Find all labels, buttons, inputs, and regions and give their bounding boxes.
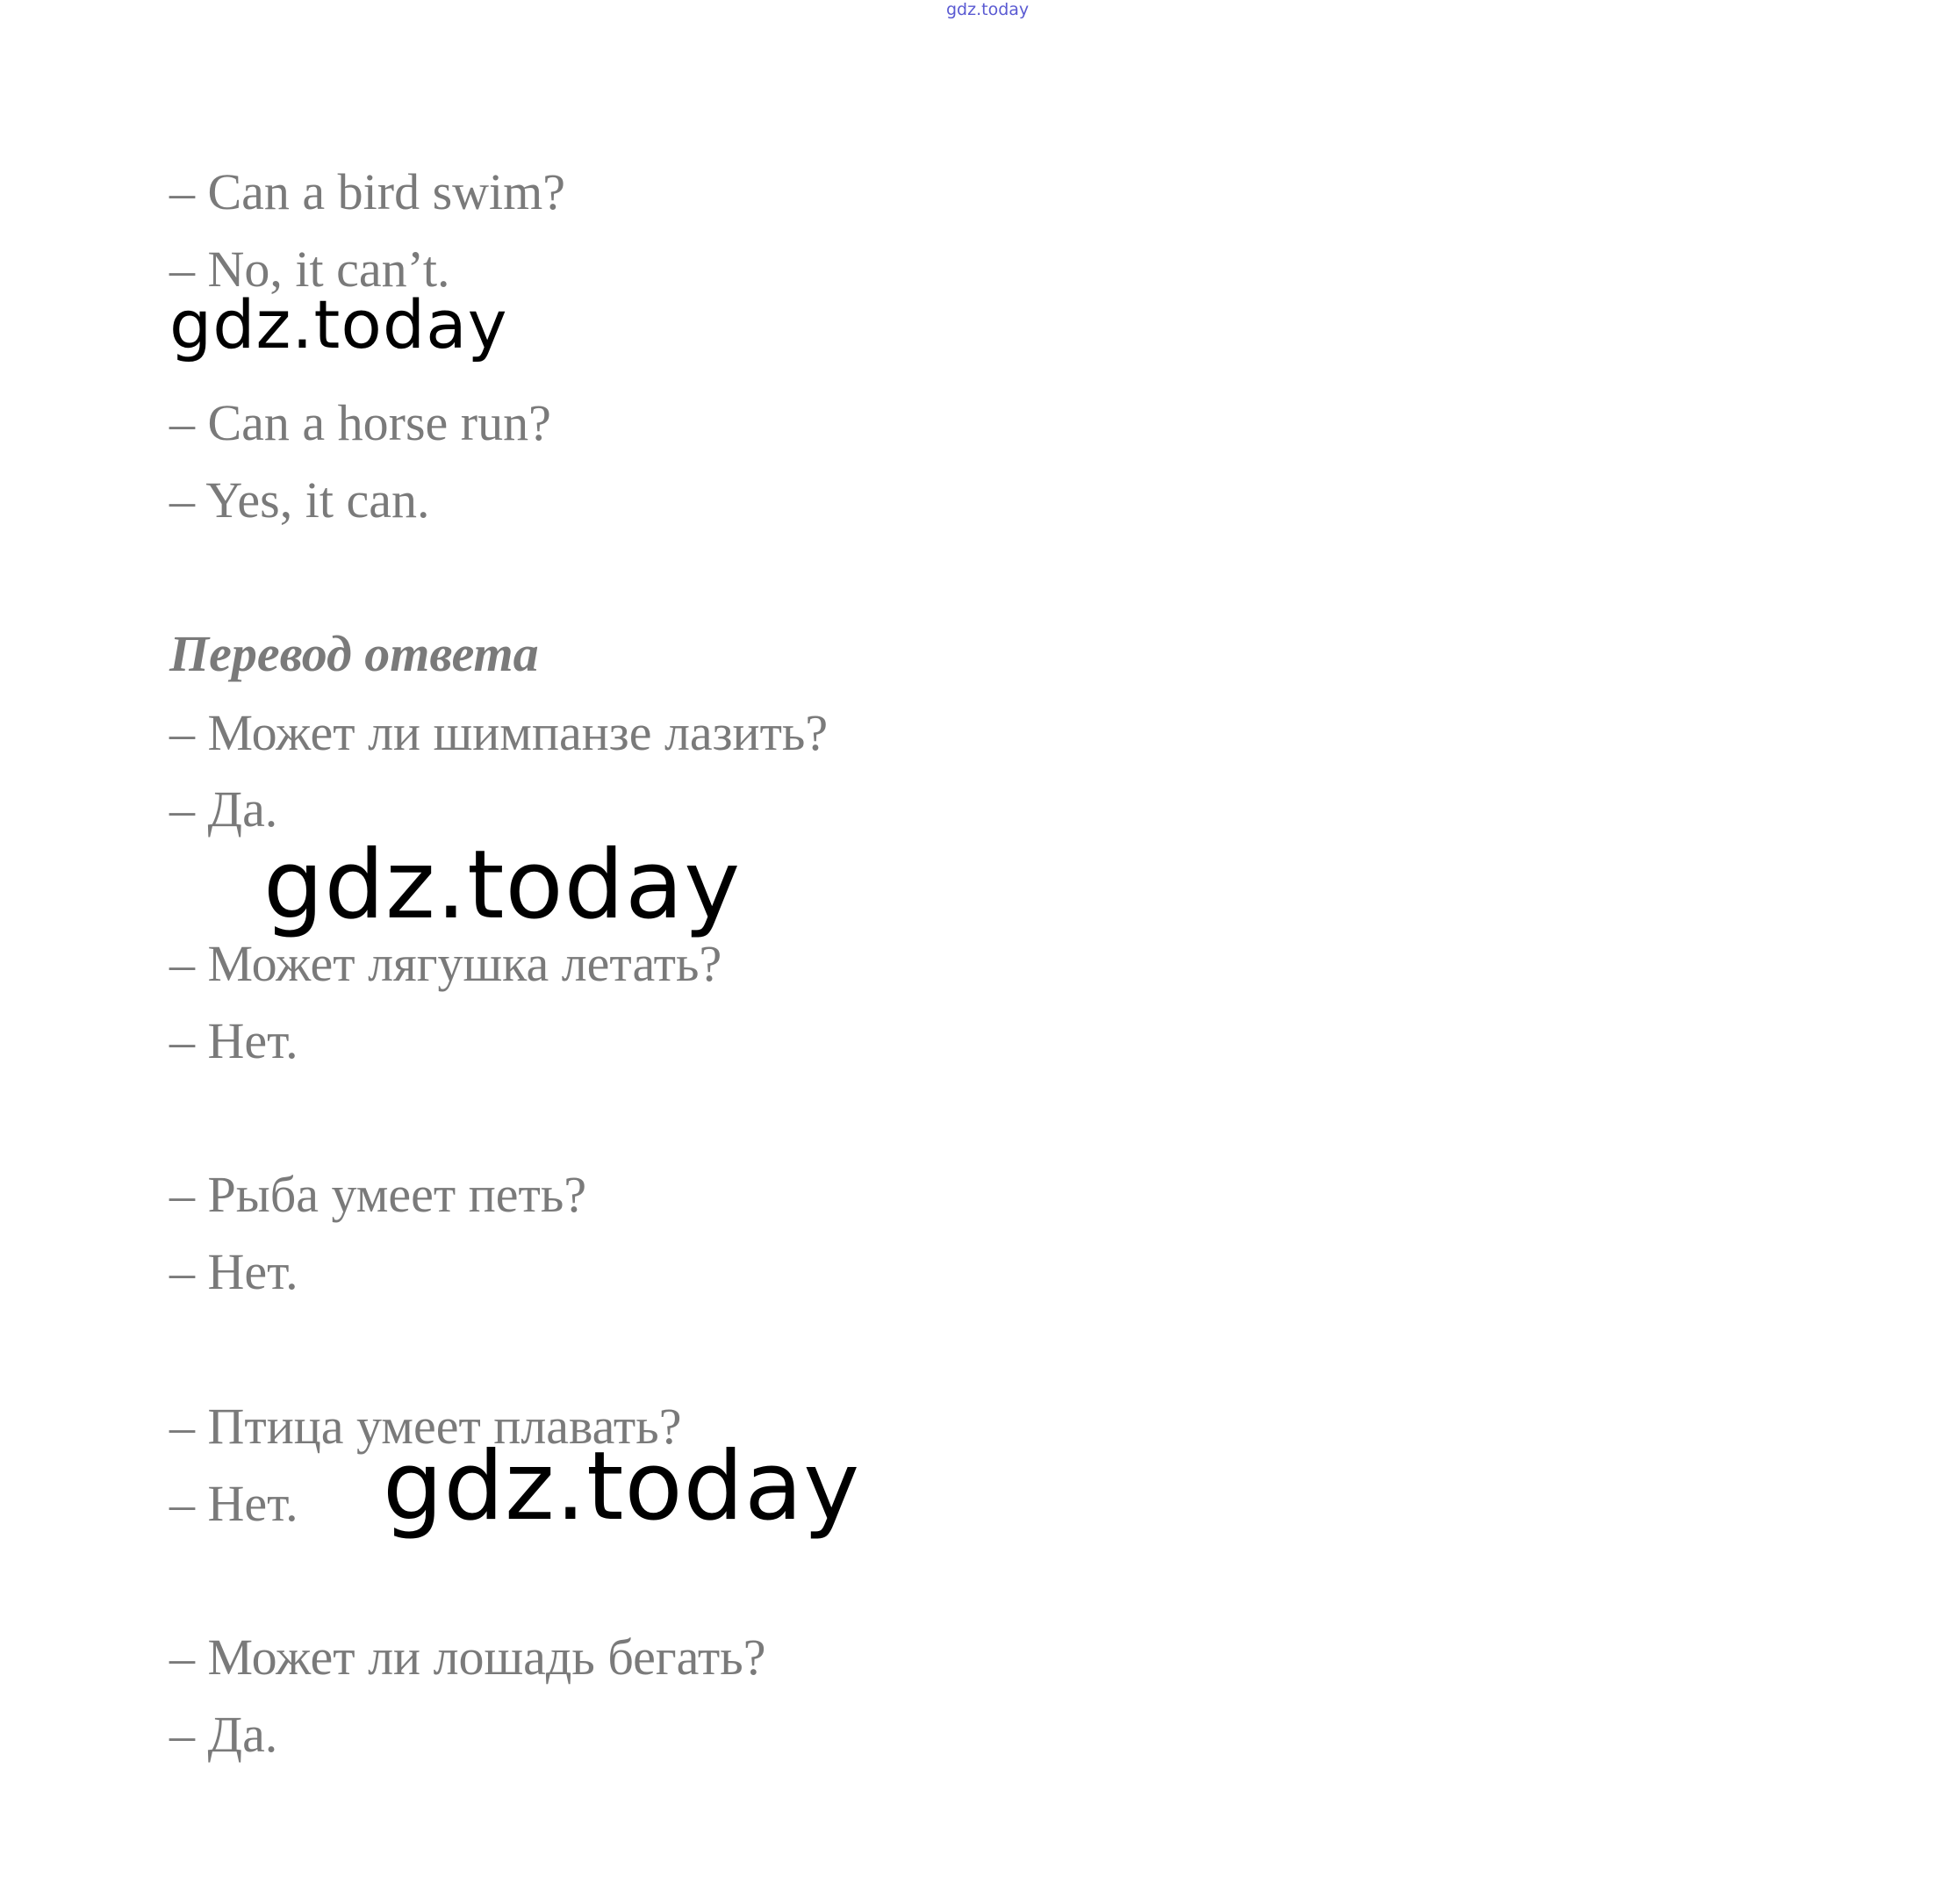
translation-line-question-horse: – Может ли лошадь бегать? <box>169 1629 766 1686</box>
translation-line-question-chimp: – Может ли шимпанзе лазить? <box>169 704 829 761</box>
translation-line-question-frog: – Может лягушка летать? <box>169 935 722 992</box>
watermark-logo: gdz.today <box>169 285 508 363</box>
translation-line-answer-horse: – Да. <box>169 1706 278 1763</box>
translation-line-answer-bird: – Нет. <box>169 1475 298 1532</box>
english-line-question-horse: – Can a horse run? <box>169 394 551 451</box>
translation-heading: Перевод ответа <box>169 625 539 682</box>
watermark-logo: gdz.today <box>263 831 742 940</box>
translation-line-question-bird: – Птица умеет плавать? <box>169 1398 682 1455</box>
translation-line-answer-fish: – Нет. <box>169 1243 298 1300</box>
watermark-logo: gdz.today <box>383 1432 861 1542</box>
english-line-answer-horse: – Yes, it can. <box>169 471 430 529</box>
translation-line-answer-chimp: – Да. <box>169 780 278 838</box>
translation-line-question-fish: – Рыба умеет петь? <box>169 1166 587 1223</box>
translation-line-answer-frog: – Нет. <box>169 1012 298 1069</box>
english-line-answer-bird: – No, it can’t. <box>169 241 450 298</box>
english-line-question-bird: – Can a bird swim? <box>169 163 566 220</box>
header-site-mark: gdz.today <box>946 0 1030 19</box>
